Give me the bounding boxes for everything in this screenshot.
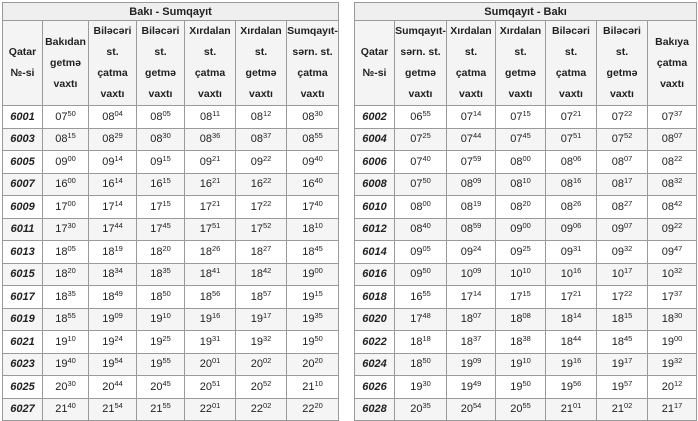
time-cell: $09^{06}$ (546, 218, 597, 241)
time-cell: $19^{00}$ (287, 263, 339, 286)
time-cell: $22^{02}$ (236, 398, 287, 421)
time-cell: $07^{40}$ (395, 151, 447, 174)
time-cell: $20^{45}$ (137, 376, 185, 399)
column-header-line: vaxtı (408, 88, 433, 100)
time-cell: $07^{25}$ (395, 128, 447, 151)
column-header-line: Xırdalan (499, 25, 542, 37)
time-cell: $09^{15}$ (137, 151, 185, 174)
column-header-line: çatma (97, 67, 128, 79)
time-cell: $18^{45}$ (287, 241, 339, 264)
column-header-line: st. (615, 46, 629, 58)
column-header-line: vaxtı (660, 77, 684, 90)
train-number: 6011 (3, 218, 43, 241)
time-cell: $08^{16}$ (546, 173, 597, 196)
time-cell: $18^{07}$ (447, 308, 496, 331)
table-row (355, 308, 697, 331)
time-cell: $19^{54}$ (89, 353, 137, 376)
time-cell: $08^{37}$ (236, 128, 287, 151)
time-cell: $09^{22}$ (236, 151, 287, 174)
train-number: 6008 (355, 173, 395, 196)
table-row (3, 151, 339, 174)
time-cell: $19^{24}$ (89, 331, 137, 354)
time-cell: $08^{10}$ (496, 173, 546, 196)
direction-title: Bakı - Sumqayıt (3, 3, 339, 21)
time-cell: $18^{20}$ (43, 263, 89, 286)
time-cell: $21^{54}$ (89, 398, 137, 421)
time-cell: $18^{08}$ (496, 308, 546, 331)
time-cell: $08^{05}$ (137, 106, 185, 129)
time-cell: $09^{21}$ (185, 151, 236, 174)
table-row (3, 241, 339, 264)
time-cell: $20^{44}$ (89, 376, 137, 399)
time-cell: $09^{05}$ (395, 241, 447, 264)
time-cell: $07^{37}$ (648, 106, 697, 129)
time-cell: $08^{40}$ (395, 218, 447, 241)
column-header-line: №-si (10, 67, 35, 79)
column-header (648, 21, 697, 106)
train-number: 6002 (355, 106, 395, 129)
table-row (3, 398, 339, 421)
table-row (355, 128, 697, 151)
time-cell: $19^{00}$ (648, 331, 697, 354)
train-number: 6009 (3, 196, 43, 219)
column-header (236, 21, 287, 106)
column-header-line: Xırdalan (450, 25, 492, 37)
time-cell: $10^{17}$ (597, 263, 648, 286)
column-header-line: Sumqayıt- (395, 25, 446, 37)
time-cell: $20^{35}$ (395, 398, 447, 421)
time-cell: $16^{21}$ (185, 173, 236, 196)
column-header-line: Biləcəri (93, 25, 132, 37)
sumqayit-baki-timetable (354, 2, 697, 421)
time-cell: $20^{55}$ (496, 398, 546, 421)
column-header-line: çatma (194, 67, 226, 79)
column-header-line: Sumqayıt- (287, 25, 338, 37)
time-cell: $18^{19}$ (89, 241, 137, 264)
time-cell: $17^{40}$ (287, 196, 339, 219)
column-header-line: vaxtı (249, 88, 273, 100)
column-header-line: Biləcəri (552, 25, 590, 37)
column-header (546, 21, 597, 106)
time-cell: $09^{14}$ (89, 151, 137, 174)
table-row (355, 196, 697, 219)
column-header-line: vaxtı (459, 88, 483, 100)
timetable-body (3, 106, 339, 421)
time-cell: $08^{15}$ (43, 128, 89, 151)
table-row (3, 173, 339, 196)
time-cell: $07^{22}$ (597, 106, 648, 129)
time-cell: $09^{07}$ (597, 218, 648, 241)
table-row (3, 331, 339, 354)
time-cell: $09^{47}$ (648, 241, 697, 264)
column-header (3, 21, 43, 106)
column-header-line: st. (154, 46, 167, 58)
time-cell: $19^{40}$ (43, 353, 89, 376)
table-row (355, 286, 697, 309)
train-number: 6026 (355, 376, 395, 399)
column-header-line: st. (203, 46, 217, 58)
table-row (3, 286, 339, 309)
time-cell: $18^{26}$ (185, 241, 236, 264)
time-cell: $08^{00}$ (395, 196, 447, 219)
time-cell: $16^{15}$ (137, 173, 185, 196)
table-row (355, 151, 697, 174)
time-cell: $17^{14}$ (89, 196, 137, 219)
train-number: 6010 (355, 196, 395, 219)
time-cell: $17^{15}$ (137, 196, 185, 219)
table-row (3, 128, 339, 151)
time-cell: $16^{00}$ (43, 173, 89, 196)
sumqayit-baki-panel (354, 2, 696, 416)
direction-title: Sumqayıt - Bakı (355, 3, 697, 21)
time-cell: $08^{17}$ (597, 173, 648, 196)
table-row (355, 218, 697, 241)
time-cell: $19^{10}$ (43, 331, 89, 354)
column-header-line: Xırdalan (189, 25, 231, 37)
train-number: 6007 (3, 173, 43, 196)
time-cell: $18^{20}$ (137, 241, 185, 264)
column-header-line: vaxtı (300, 88, 325, 100)
time-cell: $17^{00}$ (43, 196, 89, 219)
time-cell: $20^{02}$ (236, 353, 287, 376)
train-number: 6012 (355, 218, 395, 241)
time-cell: $17^{37}$ (648, 286, 697, 309)
column-header (447, 21, 496, 106)
time-cell: $18^{35}$ (137, 263, 185, 286)
time-cell: $20^{01}$ (185, 353, 236, 376)
column-header-line: Qatar (360, 46, 389, 58)
column-header-line: sərn. st. (400, 46, 441, 58)
train-number: 6019 (3, 308, 43, 331)
time-cell: $19^{30}$ (395, 376, 447, 399)
table-row (355, 241, 697, 264)
time-cell: $17^{22}$ (236, 196, 287, 219)
time-cell: $19^{09}$ (89, 308, 137, 331)
table-row (3, 218, 339, 241)
time-cell: $19^{55}$ (137, 353, 185, 376)
table-row (355, 398, 697, 421)
time-cell: $08^{20}$ (496, 196, 546, 219)
train-number: 6014 (355, 241, 395, 264)
time-cell: $07^{50}$ (43, 106, 89, 129)
time-cell: $08^{26}$ (546, 196, 597, 219)
table-row (3, 353, 339, 376)
time-cell: $19^{10}$ (137, 308, 185, 331)
time-cell: $07^{52}$ (597, 128, 648, 151)
column-header-line: Bakıdan (45, 35, 86, 48)
time-cell: $07^{45}$ (496, 128, 546, 151)
column-header-line: çatma (455, 67, 487, 79)
column-header (89, 21, 137, 106)
time-cell: $06^{55}$ (395, 106, 447, 129)
time-cell: $18^{50}$ (137, 286, 185, 309)
train-number: 6027 (3, 398, 43, 421)
column-header-line: st. (564, 46, 578, 58)
column-header-line: vaxtı (559, 88, 583, 100)
time-cell: $10^{32}$ (648, 263, 697, 286)
time-cell: $19^{50}$ (496, 376, 546, 399)
column-header-row (355, 21, 697, 106)
table-row (355, 263, 697, 286)
time-cell: $21^{01}$ (546, 398, 597, 421)
column-header-line: getmə (145, 67, 176, 79)
time-cell: $19^{31}$ (185, 331, 236, 354)
time-cell: $09^{24}$ (447, 241, 496, 264)
column-header (287, 21, 339, 106)
timetable-body (355, 106, 697, 421)
column-header (597, 21, 648, 106)
time-cell: $19^{49}$ (447, 376, 496, 399)
column-header-line: st. (514, 46, 527, 58)
train-number: 6005 (3, 151, 43, 174)
table-row (355, 173, 697, 196)
time-cell: $18^{38}$ (496, 331, 546, 354)
table-row (355, 376, 697, 399)
time-cell: $17^{21}$ (546, 286, 597, 309)
time-cell: $19^{17}$ (236, 308, 287, 331)
column-header-line: getmə (505, 67, 536, 79)
time-cell: $07^{21}$ (546, 106, 597, 129)
time-cell: $20^{52}$ (236, 376, 287, 399)
column-header (137, 21, 185, 106)
time-cell: $08^{36}$ (185, 128, 236, 151)
time-cell: $18^{49}$ (89, 286, 137, 309)
table-row (355, 331, 697, 354)
column-header-line: getmə (606, 67, 638, 79)
column-header-line: getmə (405, 67, 436, 79)
time-cell: $18^{50}$ (395, 353, 447, 376)
column-header-line: st. (464, 46, 478, 58)
train-number: 6022 (355, 331, 395, 354)
column-header-line: vaxtı (53, 77, 78, 90)
time-cell: $21^{17}$ (648, 398, 697, 421)
time-cell: $19^{16}$ (185, 308, 236, 331)
time-cell: $07^{44}$ (447, 128, 496, 151)
time-cell: $19^{32}$ (648, 353, 697, 376)
time-cell: $20^{30}$ (43, 376, 89, 399)
train-number: 6015 (3, 263, 43, 286)
time-cell: $08^{29}$ (89, 128, 137, 151)
time-cell: $08^{27}$ (597, 196, 648, 219)
time-cell: $18^{41}$ (185, 263, 236, 286)
column-header-row (3, 21, 339, 106)
time-cell: $16^{14}$ (89, 173, 137, 196)
train-number: 6003 (3, 128, 43, 151)
time-cell: $09^{31}$ (546, 241, 597, 264)
time-cell: $09^{50}$ (395, 263, 447, 286)
time-cell: $07^{59}$ (447, 151, 496, 174)
time-cell: $19^{16}$ (546, 353, 597, 376)
column-header-line: getmə (50, 56, 81, 69)
time-cell: $18^{56}$ (185, 286, 236, 309)
time-cell: $19^{17}$ (597, 353, 648, 376)
time-cell: $18^{34}$ (89, 263, 137, 286)
time-cell: $17^{22}$ (597, 286, 648, 309)
column-header-line: vaxtı (610, 88, 634, 100)
time-cell: $16^{22}$ (236, 173, 287, 196)
time-cell: $08^{30}$ (137, 128, 185, 151)
column-header (185, 21, 236, 106)
time-cell: $18^{15}$ (597, 308, 648, 331)
time-cell: $08^{07}$ (597, 151, 648, 174)
time-cell: $18^{44}$ (546, 331, 597, 354)
time-cell: $08^{22}$ (648, 151, 697, 174)
time-cell: $17^{21}$ (185, 196, 236, 219)
table-row (3, 376, 339, 399)
time-cell: $18^{45}$ (597, 331, 648, 354)
column-header-line: Bakıya (655, 35, 689, 48)
time-cell: $21^{40}$ (43, 398, 89, 421)
column-header (496, 21, 546, 106)
time-cell: $19^{32}$ (236, 331, 287, 354)
time-cell: $10^{09}$ (447, 263, 496, 286)
time-cell: $20^{54}$ (447, 398, 496, 421)
column-header-line: Biləcəri (603, 25, 641, 37)
time-cell: $17^{14}$ (447, 286, 496, 309)
time-cell: $21^{10}$ (287, 376, 339, 399)
time-cell: $16^{40}$ (287, 173, 339, 196)
time-cell: $08^{19}$ (447, 196, 496, 219)
time-cell: $21^{55}$ (137, 398, 185, 421)
time-cell: $20^{12}$ (648, 376, 697, 399)
time-cell: $22^{01}$ (185, 398, 236, 421)
time-cell: $08^{42}$ (648, 196, 697, 219)
table-row (355, 353, 697, 376)
time-cell: $18^{35}$ (43, 286, 89, 309)
time-cell: $19^{15}$ (287, 286, 339, 309)
time-cell: $08^{30}$ (287, 106, 339, 129)
time-cell: $17^{45}$ (137, 218, 185, 241)
time-cell: $16^{55}$ (395, 286, 447, 309)
time-cell: $18^{37}$ (447, 331, 496, 354)
time-cell: $08^{32}$ (648, 173, 697, 196)
column-header-line: çatma (297, 67, 328, 79)
train-number: 6028 (355, 398, 395, 421)
baki-sumqayit-panel (2, 2, 338, 416)
time-cell: $07^{50}$ (395, 173, 447, 196)
train-number: 6020 (355, 308, 395, 331)
time-cell: $07^{14}$ (447, 106, 496, 129)
time-cell: $18^{05}$ (43, 241, 89, 264)
time-cell: $10^{10}$ (496, 263, 546, 286)
time-cell: $19^{25}$ (137, 331, 185, 354)
time-cell: $17^{44}$ (89, 218, 137, 241)
column-header-line: getmə (245, 67, 277, 79)
time-cell: $18^{55}$ (43, 308, 89, 331)
column-header-line: Biləcəri (141, 25, 180, 37)
time-cell: $18^{30}$ (648, 308, 697, 331)
time-cell: $22^{20}$ (287, 398, 339, 421)
time-cell: $09^{25}$ (496, 241, 546, 264)
time-cell: $07^{15}$ (496, 106, 546, 129)
time-cell: $19^{56}$ (546, 376, 597, 399)
time-cell: $09^{00}$ (43, 151, 89, 174)
time-cell: $18^{10}$ (287, 218, 339, 241)
time-cell: $17^{52}$ (236, 218, 287, 241)
time-cell: $08^{12}$ (236, 106, 287, 129)
train-number: 6016 (355, 263, 395, 286)
time-cell: $20^{51}$ (185, 376, 236, 399)
time-cell: $08^{00}$ (496, 151, 546, 174)
time-cell: $08^{04}$ (89, 106, 137, 129)
column-header-line: vaxtı (100, 88, 125, 100)
train-number: 6021 (3, 331, 43, 354)
column-header (43, 21, 89, 106)
time-cell: $17^{51}$ (185, 218, 236, 241)
time-cell: $10^{16}$ (546, 263, 597, 286)
train-number: 6024 (355, 353, 395, 376)
time-cell: $19^{50}$ (287, 331, 339, 354)
time-cell: $21^{02}$ (597, 398, 648, 421)
time-cell: $09^{40}$ (287, 151, 339, 174)
time-cell: $18^{18}$ (395, 331, 447, 354)
time-cell: $19^{57}$ (597, 376, 648, 399)
train-number: 6004 (355, 128, 395, 151)
column-header-line: st. (254, 46, 268, 58)
time-cell: $19^{35}$ (287, 308, 339, 331)
time-cell: $09^{22}$ (648, 218, 697, 241)
train-number: 6023 (3, 353, 43, 376)
train-number: 6025 (3, 376, 43, 399)
column-header-line: vaxtı (198, 88, 222, 100)
column-header-line: Qatar (8, 46, 37, 58)
column-header-line: çatma (656, 56, 688, 69)
column-header (395, 21, 447, 106)
column-header-line: çatma (555, 67, 587, 79)
time-cell: $19^{10}$ (496, 353, 546, 376)
time-cell: $08^{07}$ (648, 128, 697, 151)
column-header (355, 21, 395, 106)
time-cell: $17^{15}$ (496, 286, 546, 309)
time-cell: $19^{09}$ (447, 353, 496, 376)
time-cell: $08^{09}$ (447, 173, 496, 196)
table-row (3, 106, 339, 129)
table-row (3, 196, 339, 219)
baki-sumqayit-timetable (2, 2, 339, 421)
table-row (3, 308, 339, 331)
time-cell: $18^{27}$ (236, 241, 287, 264)
time-cell: $08^{55}$ (287, 128, 339, 151)
time-cell: $08^{59}$ (447, 218, 496, 241)
train-number: 6006 (355, 151, 395, 174)
time-cell: $20^{20}$ (287, 353, 339, 376)
time-cell: $18^{57}$ (236, 286, 287, 309)
time-cell: $09^{00}$ (496, 218, 546, 241)
time-cell: $17^{30}$ (43, 218, 89, 241)
table-row (355, 106, 697, 129)
train-number: 6017 (3, 286, 43, 309)
time-cell: $08^{11}$ (185, 106, 236, 129)
column-header-line: st. (106, 46, 119, 58)
train-number: 6001 (3, 106, 43, 129)
time-cell: $18^{42}$ (236, 263, 287, 286)
time-cell: $18^{14}$ (546, 308, 597, 331)
column-header-line: vaxtı (148, 88, 173, 100)
column-header-line: sərn. st. (292, 46, 333, 58)
time-cell: $08^{06}$ (546, 151, 597, 174)
column-header-line: Xırdalan (240, 25, 282, 37)
table-row (3, 263, 339, 286)
time-cell: $07^{51}$ (546, 128, 597, 151)
train-number: 6018 (355, 286, 395, 309)
time-cell: $17^{48}$ (395, 308, 447, 331)
column-header-line: vaxtı (508, 88, 533, 100)
train-number: 6013 (3, 241, 43, 264)
time-cell: $09^{32}$ (597, 241, 648, 264)
column-header-line: №-si (362, 67, 387, 79)
